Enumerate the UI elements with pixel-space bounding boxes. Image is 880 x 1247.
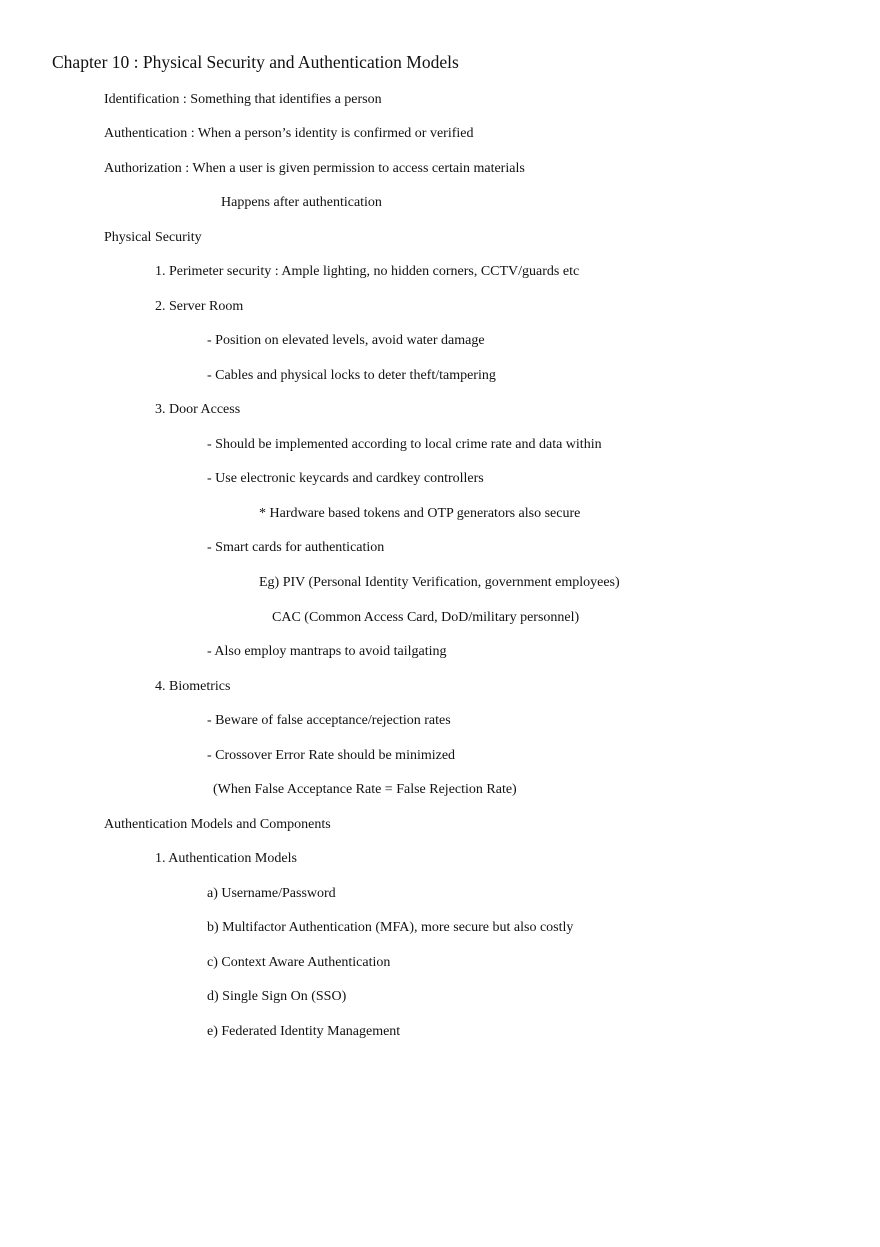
heading-authentication-models: Authentication Models and Components xyxy=(104,817,331,832)
door-access-point-1: - Should be implemented according to local crime rate and data within xyxy=(207,437,602,452)
biometrics-note: (When False Acceptance Rate = False Rejection Rate) xyxy=(213,782,517,797)
server-room-point-1: - Position on elevated levels, avoid water damage xyxy=(207,333,485,348)
item-biometrics: 4. Biometrics xyxy=(155,679,231,694)
server-room-point-2: - Cables and physical locks to deter theft/tampering xyxy=(207,368,496,383)
door-access-point-2: - Use electronic keycards and cardkey controllers xyxy=(207,471,484,486)
model-federated-identity: e) Federated Identity Management xyxy=(207,1024,401,1039)
biometrics-point-1: - Beware of false acceptance/rejection rates xyxy=(207,713,451,728)
model-context-aware: c) Context Aware Authentication xyxy=(207,955,391,970)
heading-physical-security: Physical Security xyxy=(104,230,202,245)
line-identification: Identification : Something that identifies a person xyxy=(104,92,382,107)
model-sso: d) Single Sign On (SSO) xyxy=(207,989,347,1004)
smart-card-example-piv: Eg) PIV (Personal Identity Verification, government employees) xyxy=(259,575,620,590)
item-door-access: 3. Door Access xyxy=(155,402,241,417)
line-authorization: Authorization : When a user is given permission to access certain materials xyxy=(104,161,525,176)
biometrics-point-2: - Crossover Error Rate should be minimized xyxy=(207,748,456,763)
item-server-room: 2. Server Room xyxy=(155,299,244,314)
door-access-note-tokens: * Hardware based tokens and OTP generators also secure xyxy=(259,506,581,521)
model-mfa: b) Multifactor Authentication (MFA), more secure but also costly xyxy=(207,920,574,935)
model-username-password: a) Username/Password xyxy=(207,886,336,901)
item-perimeter-security: 1. Perimeter security : Ample lighting, no hidden corners, CCTV/guards etc xyxy=(155,264,580,279)
line-authentication: Authentication : When a person’s identity is confirmed or verified xyxy=(104,126,474,141)
line-authorization-note: Happens after authentication xyxy=(221,195,382,210)
door-access-point-3: - Smart cards for authentication xyxy=(207,540,385,555)
door-access-point-4: - Also employ mantraps to avoid tailgating xyxy=(207,644,447,659)
smart-card-example-cac: CAC (Common Access Card, DoD/military personnel) xyxy=(272,610,580,625)
item-authentication-models: 1. Authentication Models xyxy=(155,851,297,866)
chapter-title: Chapter 10 : Physical Security and Authentication Models xyxy=(52,52,459,72)
